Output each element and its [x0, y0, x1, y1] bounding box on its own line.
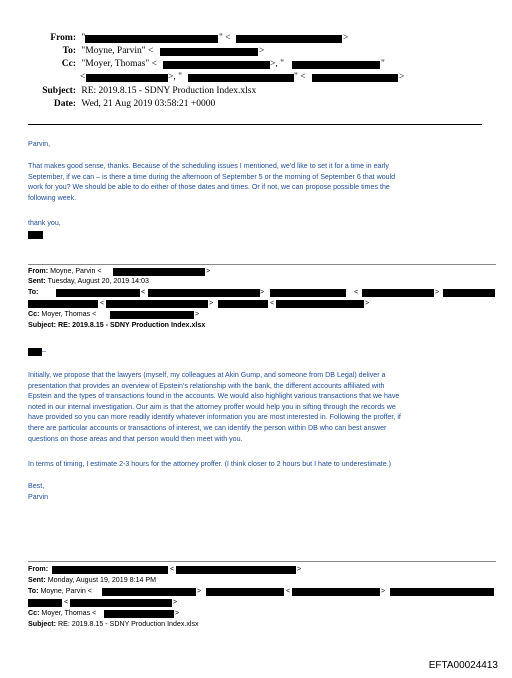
quote2-cc-label: Cc: [28, 609, 40, 617]
quote1-from-label: From: [28, 267, 49, 275]
redaction [113, 268, 205, 276]
redaction [443, 289, 495, 297]
header-subject-row [30, 86, 256, 97]
quote1-cc-value: Moyer, Thomas < [41, 310, 97, 318]
quote2-from-row [28, 564, 48, 574]
quote2-gt: > [197, 587, 202, 595]
redaction [85, 35, 218, 43]
header-gt: > [259, 46, 265, 56]
redaction [86, 74, 168, 82]
quote2-sent-label: Sent: [28, 576, 46, 584]
redaction [28, 348, 42, 356]
quote1-body2 [28, 459, 498, 470]
header-gt: > [343, 33, 349, 43]
quote2-to-value: Moyne, Parvin < [40, 587, 92, 595]
message1-body-line: That makes good sense, thanks. Because of the scheduling issues I mentioned, we'd like to set it for a time in early [28, 162, 389, 170]
quote1-from-value: Moyne, Parvin < [50, 267, 102, 275]
redaction [276, 300, 364, 308]
quote2-lt: < [64, 598, 69, 606]
header-to-label: To: [62, 46, 76, 56]
redaction [148, 289, 260, 297]
quote1-salutation-tail: – [42, 347, 46, 355]
quote2-cc-row [28, 608, 96, 618]
header-cc2-q: " < [294, 72, 306, 82]
header-from-value: " [81, 33, 86, 43]
message1-closing: thank you, [28, 219, 61, 227]
quote2-gt: > [297, 565, 302, 573]
redaction [160, 48, 258, 56]
redaction [70, 599, 172, 607]
quote1-cc-label: Cc: [28, 310, 40, 318]
message1-body [28, 161, 498, 203]
header-to-row [42, 46, 153, 57]
redaction [390, 588, 494, 596]
quote1-closing: Best, [28, 482, 45, 490]
redaction [236, 35, 342, 43]
quote2-sent-value: Monday, August 19, 2019 8:14 PM [47, 576, 157, 584]
header-divider [28, 124, 482, 125]
quote1-gt: > [435, 288, 440, 296]
redaction [188, 74, 294, 82]
quote1-divider [28, 264, 496, 265]
redaction [312, 74, 398, 82]
header-cc-value: "Moyer, Thomas" < [81, 59, 157, 69]
quote1-sent-label: Sent: [28, 277, 46, 285]
message1-body-line: September, if we can – is there a time during the afternoon of September 5 or the morning of September 6 that would [28, 172, 396, 181]
redaction [28, 599, 62, 607]
quote2-divider [28, 561, 496, 562]
quote1-body-line: presentation that provides an overview of Epstein's relationship with the bank, the different accounts affiliated with [28, 381, 385, 390]
message1-greeting: Parvin, [28, 140, 51, 148]
redaction [52, 566, 168, 574]
quote1-subject-row [28, 320, 205, 330]
redaction [292, 61, 380, 69]
header-date-label: Date: [53, 99, 76, 109]
message1-body-line: following week. [28, 193, 77, 202]
quote1-from-row [28, 266, 102, 276]
redaction [106, 300, 208, 308]
quote1-body-line: there are particular accounts or transactions of interest, we can identify the person within DB who can best answer [28, 423, 387, 432]
quote2-gt: > [175, 609, 180, 617]
header-from-label: From: [50, 33, 76, 43]
quote1-body-line: questions on those areas and that person would then meet with you. [28, 434, 243, 443]
header-subject-label: Subject: [42, 86, 76, 96]
quote2-subject-value: RE: 2019.8.15 - SDNY Production Index.xlsx [57, 620, 199, 628]
quote2-to-row [28, 586, 92, 596]
quote1-lt: < [270, 299, 275, 307]
quote2-sent-row [28, 575, 156, 585]
header-cc-mid: >, " [270, 59, 284, 69]
quote1-lt: < [100, 299, 105, 307]
quote1-gt: > [206, 267, 211, 275]
redaction [206, 588, 284, 596]
header-cc-label: Cc: [61, 59, 76, 69]
quote2-from-label: From: [28, 565, 49, 573]
redaction [176, 566, 296, 574]
redaction [102, 588, 196, 596]
redaction [163, 61, 270, 69]
quote2-lt: < [286, 587, 291, 595]
redaction [28, 231, 43, 239]
quote1-body-line: Initially, we propose that the lawyers (myself, my colleagues at Akin Gump, and someone from DB Legal) deliver a [28, 371, 386, 379]
quote1-subject-value: RE: 2019.8.15 - SDNY Production Index.xlsx [57, 321, 206, 329]
header-from-row [42, 33, 85, 44]
redaction [28, 300, 98, 308]
quote1-to-row [28, 287, 39, 297]
quote1-gt: > [209, 299, 214, 307]
quote1-gt: > [260, 288, 265, 296]
quote2-gt: > [173, 598, 178, 606]
quote1-signature: Parvin [28, 493, 49, 501]
quote2-gt: > [381, 587, 386, 595]
header-cc2-mid: >, " [168, 72, 182, 82]
quote1-gt: > [195, 310, 200, 318]
quote1-cc-row [28, 309, 96, 319]
quote1-body-line: Epstein and the types of transactions found in the accounts. We would also highlight various transactions that we have [28, 392, 400, 401]
header-from-tail: " < [219, 33, 231, 43]
quote1-gt: > [365, 299, 370, 307]
redaction [270, 289, 346, 297]
quote1-subject-label: Subject: [28, 321, 56, 329]
quote1-sent-row [28, 276, 149, 286]
header-date-value: Wed, 21 Aug 2019 03:58:21 +0000 [81, 99, 216, 109]
quote2-cc-value: Moyer, Thomas < [41, 609, 97, 617]
quote2-subject-row [28, 619, 199, 629]
message1-body-line: work for you? We should be able to do either of those dates and times. Or if not, we can propose possible times the [28, 183, 390, 192]
redaction [104, 610, 174, 618]
document-id: EFTA00024413 [428, 660, 498, 671]
redaction [56, 289, 140, 297]
quote2-to-label: To: [28, 587, 39, 595]
redaction [110, 311, 194, 319]
quote1-sent-value: Tuesday, August 20, 2019 14:03 [47, 277, 149, 285]
header-cc-row [42, 59, 157, 70]
header-gt: > [399, 72, 405, 82]
redaction [362, 289, 434, 297]
header-cc-q: " [381, 59, 385, 69]
quote1-body-line: have provided so you can more readily identify whatever information you are most interested in. Following the proffer, if [28, 413, 401, 422]
quote2-subject-label: Subject: [28, 620, 56, 628]
redaction [218, 300, 268, 308]
quote1-lt: < [141, 288, 146, 296]
header-date-row [30, 99, 215, 110]
redaction [292, 588, 380, 596]
quote1-body-line: In terms of timing, I estimate 2-3 hours for the attorney proffer. (I think closer to 2 hours but I hate to underestimate.) [28, 460, 392, 468]
quote2-lt: < [170, 565, 175, 573]
quote1-body-line: noted in our internal investigation. Our aim is that the attorney proffer would help you in sifting through the records we [28, 402, 396, 411]
quote1-body1 [28, 370, 498, 444]
quote1-to-label: To: [28, 288, 39, 296]
header-to-value: "Moyne, Parvin" < [81, 46, 154, 56]
header-cc2-lt: < [80, 72, 86, 82]
quote1-lt: < [354, 288, 359, 296]
header-subject-value: RE: 2019.8.15 - SDNY Production Index.xlsx [81, 86, 257, 96]
